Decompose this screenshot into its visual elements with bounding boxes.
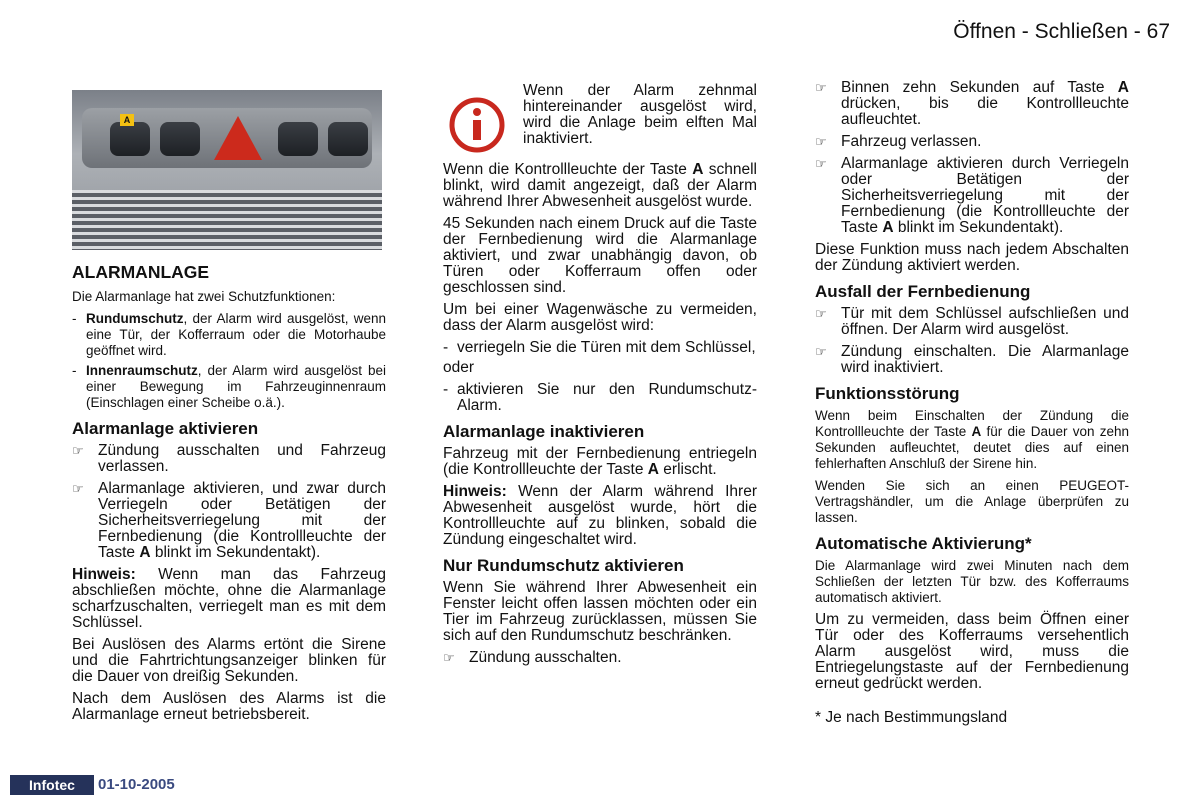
perimeter-paragraph: Wenn Sie während Ihrer Abwesenheit ein Fenster leicht offen lassen möchten oder ein Tier im Fahrzeug zurücklassen, müssen Sie sich auf den Rundumschutz beschränken. [443, 579, 757, 644]
option-lock-key: - verriegeln Sie die Türen mit dem Schlüssel, [443, 339, 756, 356]
deactivate-paragraph: Fahrzeug mit der Fernbedienung entriegeln (die Kontrollleuchte der Taste A erlischt. [443, 445, 757, 478]
heading-deactivate: Alarmanlage inaktivieren [443, 422, 645, 441]
step-activate-alarm: ☞ Alarmanlage aktivieren durch Verriegeln oder Betätigen der Sicherheitsverriegelung mit der Fernbedienung (die Kontrollleuchte der Taste A blinkt im Sekundentakt). [815, 155, 1129, 236]
info-note: Wenn der Alarm zehnmal hintereinander ausgelöst wird, wird die Anlage beim elften Mal inaktiviert. [523, 82, 757, 147]
after-trigger-paragraph: Nach dem Auslösen des Alarms ist die Alarmanlage erneut betriebsbereit. [72, 690, 386, 723]
page-header: Öffnen - Schließen - 67 [953, 20, 1170, 43]
hint-paragraph-2: Hinweis: Wenn der Alarm während Ihrer Abwesenheit ausgelöst wurde, hört die Kontrollleuchte auf zu blinken, sobald die Zündung eingeschaltet wird. [443, 483, 757, 548]
button-a-label: A [120, 114, 134, 126]
footer-date: 01-10-2005 [98, 776, 175, 793]
hand-pointer-icon: ☞ [815, 134, 827, 149]
hand-pointer-icon: ☞ [72, 481, 84, 496]
or-text: oder [443, 359, 475, 376]
column-1 [72, 262, 386, 729]
dealer-paragraph: Wenden Sie sich an einen PEUGEOT-Vertragshändler, um die Anlage überprüfen zu lassen. [815, 478, 1129, 525]
step-press-a: ☞ Binnen zehn Sekunden auf Taste A drücken, bis die Kontrollleuchte aufleuchtet. [815, 79, 1129, 128]
column-3 [815, 80, 1129, 732]
hand-pointer-icon: ☞ [815, 344, 827, 359]
heading-auto-activation: Automatische Aktivierung* [815, 534, 1032, 553]
step-ignition-on: ☞ Zündung einschalten. Die Alarmanlage wird inaktiviert. [815, 343, 1129, 376]
hand-pointer-icon: ☞ [72, 443, 84, 458]
air-vents [72, 190, 382, 250]
malfunction-paragraph: Wenn beim Einschalten der Zündung die Kontrollleuchte der Taste A für die Dauer von zehn Sekunden aufleuchtet, deutet dies auf einen fehlerhaften Anschluß der Sirene hin. [815, 408, 1129, 471]
intro-text: Die Alarmanlage hat zwei Schutzfunktionen: [72, 289, 336, 304]
list-item-perimeter: - Rundumschutz, der Alarm wird ausgelöst, wenn eine Tür, der Kofferraum oder die Motorhaube geöffnet wird. [72, 311, 386, 358]
trigger-paragraph: Bei Auslösen des Alarms ertönt die Sirene und die Fahrtrichtungsanzeiger blinken für die Dauer von dreißig Sekunden. [72, 636, 386, 685]
blink-paragraph: Wenn die Kontrollleuchte der Taste A schnell blinkt, wird damit angezeigt, daß der Alarm während Ihrer Abwesenheit ausgelöst wurde. [443, 161, 757, 210]
hand-pointer-icon: ☞ [815, 80, 827, 95]
list-item-interior: - Innenraumschutz, der Alarm wird ausgelöst bei einer Bewegung im Fahrzeuginnenraum (Einschlagen einer Scheibe o.ä.). [72, 363, 386, 410]
alarm-switch-a [110, 122, 150, 156]
function-note: Diese Funktion muss nach jedem Abschalten der Zündung aktiviert werden. [815, 241, 1129, 274]
switch-4 [328, 122, 368, 156]
step-activate: ☞ Alarmanlage aktivieren, und zwar durch Verriegeln oder Betätigen der Sicherheitsverriegelung mit der Fernbedienung (die Kontrollleuchte der Taste A blinkt im Sekundentakt). [72, 480, 386, 561]
option-perimeter: - aktivieren Sie nur den Rundumschutz-Alarm. [443, 381, 757, 414]
delay-paragraph: 45 Sekunden nach einem Druck auf die Taste der Fernbedienung wird die Alarmanlage aktiviert, und zwar unabhängig davon, ob Türen oder Kofferraum offen oder geschlossen sind. [443, 215, 757, 296]
dashboard-switch-panel [82, 108, 372, 168]
footer-badge: Infotec [10, 775, 94, 795]
hazard-button-icon [214, 116, 262, 160]
section-title-alarm: ALARMANLAGE [72, 262, 210, 282]
step-leave-vehicle: ☞ Fahrzeug verlassen. [815, 133, 982, 150]
hand-pointer-icon: ☞ [815, 156, 827, 171]
carwash-paragraph: Um bei einer Wagenwäsche zu vermeiden, dass der Alarm ausgelöst wird: [443, 301, 757, 334]
heading-remote-failure: Ausfall der Fernbedienung [815, 282, 1031, 301]
switch-2 [160, 122, 200, 156]
info-icon [448, 96, 506, 154]
heading-perimeter-only: Nur Rundumschutz aktivieren [443, 556, 684, 575]
hint-paragraph: Hinweis: Wenn man das Fahrzeug abschließen möchte, ohne die Alarmanlage scharfzuschalten, verriegelt man es mit dem Schlüssel. [72, 566, 386, 631]
column-2 [443, 162, 757, 672]
step-ignition-off-2: ☞ Zündung ausschalten. [443, 649, 622, 666]
footnote: * Je nach Bestimmungsland [815, 709, 1008, 726]
avoid-paragraph: Um zu vermeiden, dass beim Öffnen einer Tür oder des Kofferraums versehentlich Alarm ausgelöst wird, muss die Entriegelungstaste auf der Fernbedienung erneut gedrückt werden. [815, 611, 1129, 692]
heading-activate: Alarmanlage aktivieren [72, 419, 259, 438]
step-unlock-key: ☞ Tür mit dem Schlüssel aufschließen und öffnen. Der Alarm wird ausgelöst. [815, 305, 1129, 338]
alarm-button-photo [72, 90, 382, 250]
switch-3 [278, 122, 318, 156]
hand-pointer-icon: ☞ [815, 306, 827, 321]
step-ignition-off: ☞ Zündung ausschalten und Fahrzeug verlassen. [72, 442, 386, 475]
auto-paragraph: Die Alarmanlage wird zwei Minuten nach dem Schließen der letzten Tür bzw. des Kofferraums automatisch aktiviert. [815, 558, 1129, 605]
hand-pointer-icon: ☞ [443, 650, 455, 665]
heading-malfunction: Funktionsstörung [815, 384, 960, 403]
